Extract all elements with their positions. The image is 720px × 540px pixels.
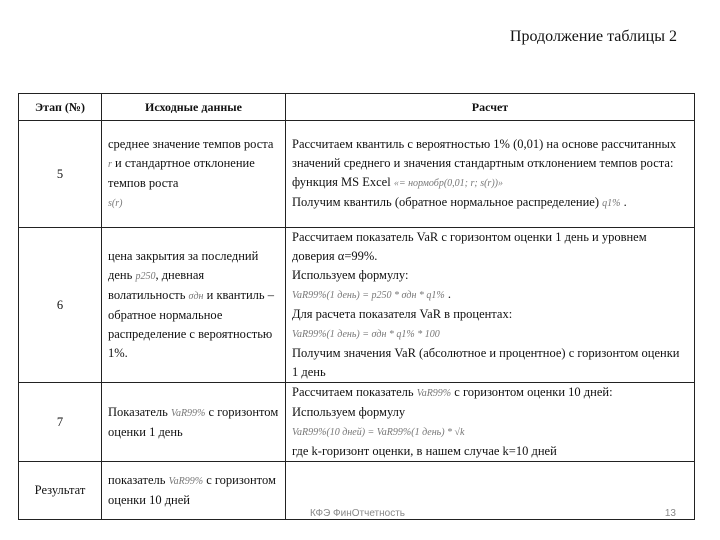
table-row [19, 228, 695, 383]
text: , дневная волатильность [108, 268, 205, 302]
text: с горизонтом оценки 10 дней [108, 473, 276, 507]
text: Рассчитаем показатель VaR с горизонтом оценки 1 день и уровнем доверия α=99%. [292, 230, 647, 263]
header-calc: Расчет [286, 94, 695, 121]
table-row [19, 121, 695, 228]
header-input: Исходные данные [102, 94, 286, 121]
calc-cell [286, 383, 695, 462]
formula: VaR99%(1 день) = σдн * q1% * 100 [292, 329, 440, 340]
text: Рассчитаем показатель [292, 385, 414, 399]
formula: VaR99% [170, 407, 206, 419]
formula: s(r) [108, 198, 123, 209]
table-header-row [19, 94, 695, 121]
formula: σдн [188, 291, 204, 302]
header-stage: Этап (№) [19, 94, 102, 121]
stage-cell: 7 [19, 383, 102, 462]
formula: VaR99% [168, 476, 204, 487]
text: Получим квантиль (обратное нормальное распределение) [292, 195, 599, 209]
formula: VaR99%(1 день) = p250 * σдн * q1% [292, 290, 445, 301]
text: с горизонтом оценки 1 день [108, 404, 279, 439]
stage-cell: 6 [19, 228, 102, 383]
page-number: 13 [664, 508, 676, 519]
formula: «= нормобр(0,01; r; s(r))» [393, 178, 503, 189]
input-cell [102, 228, 286, 383]
text: среднее значение темпов роста [108, 137, 274, 151]
var-calculation-table [18, 93, 695, 520]
text: Получим значения VaR (абсолютное и процентное) с горизонтом оценки 1 день [292, 346, 680, 379]
text: Рассчитаем квантиль с вероятностью 1% (0,01) на основе рассчитанных значений среднего и значения стандартным отклонением темпов роста: [292, 137, 677, 170]
formula: r [108, 159, 112, 170]
text: цена закрытия за последний день [108, 249, 259, 282]
text: и стандартное отклонение темпов роста [108, 156, 255, 190]
input-cell [102, 383, 286, 462]
stage-cell: Результат [19, 462, 102, 520]
text: с горизонтом оценки 10 дней: [454, 385, 613, 399]
text: . [623, 195, 627, 209]
text: Для расчета показателя VaR в процентах: [292, 307, 513, 321]
calc-cell [286, 121, 695, 228]
text: и квантиль – обратное нормальное распределение с вероятностью 1%. [108, 288, 274, 360]
text: функция MS Excel [292, 175, 391, 189]
formula: VaR99%(10 дней) = VaR99%(1 день) * √k [292, 427, 465, 438]
formula: VaR99% [416, 388, 452, 399]
footer-text: КФЭ ФинОтчетность [310, 508, 406, 519]
table-continuation-title: Продолжение таблицы 2 [509, 28, 677, 45]
text: Показатель [108, 404, 168, 419]
input-cell [102, 462, 286, 520]
calc-cell [286, 228, 695, 383]
text: . [447, 287, 452, 301]
formula: q1% [602, 198, 621, 209]
text: где k-горизонт оценки, в нашем случае k=10 дней [292, 444, 557, 458]
input-cell [102, 121, 286, 228]
text: Используем формулу: [292, 268, 409, 282]
stage-cell: 5 [19, 121, 102, 228]
table-row [19, 383, 695, 462]
text: Используем формулу [292, 405, 406, 419]
text: показатель [108, 473, 166, 487]
formula: p250 [135, 271, 156, 282]
